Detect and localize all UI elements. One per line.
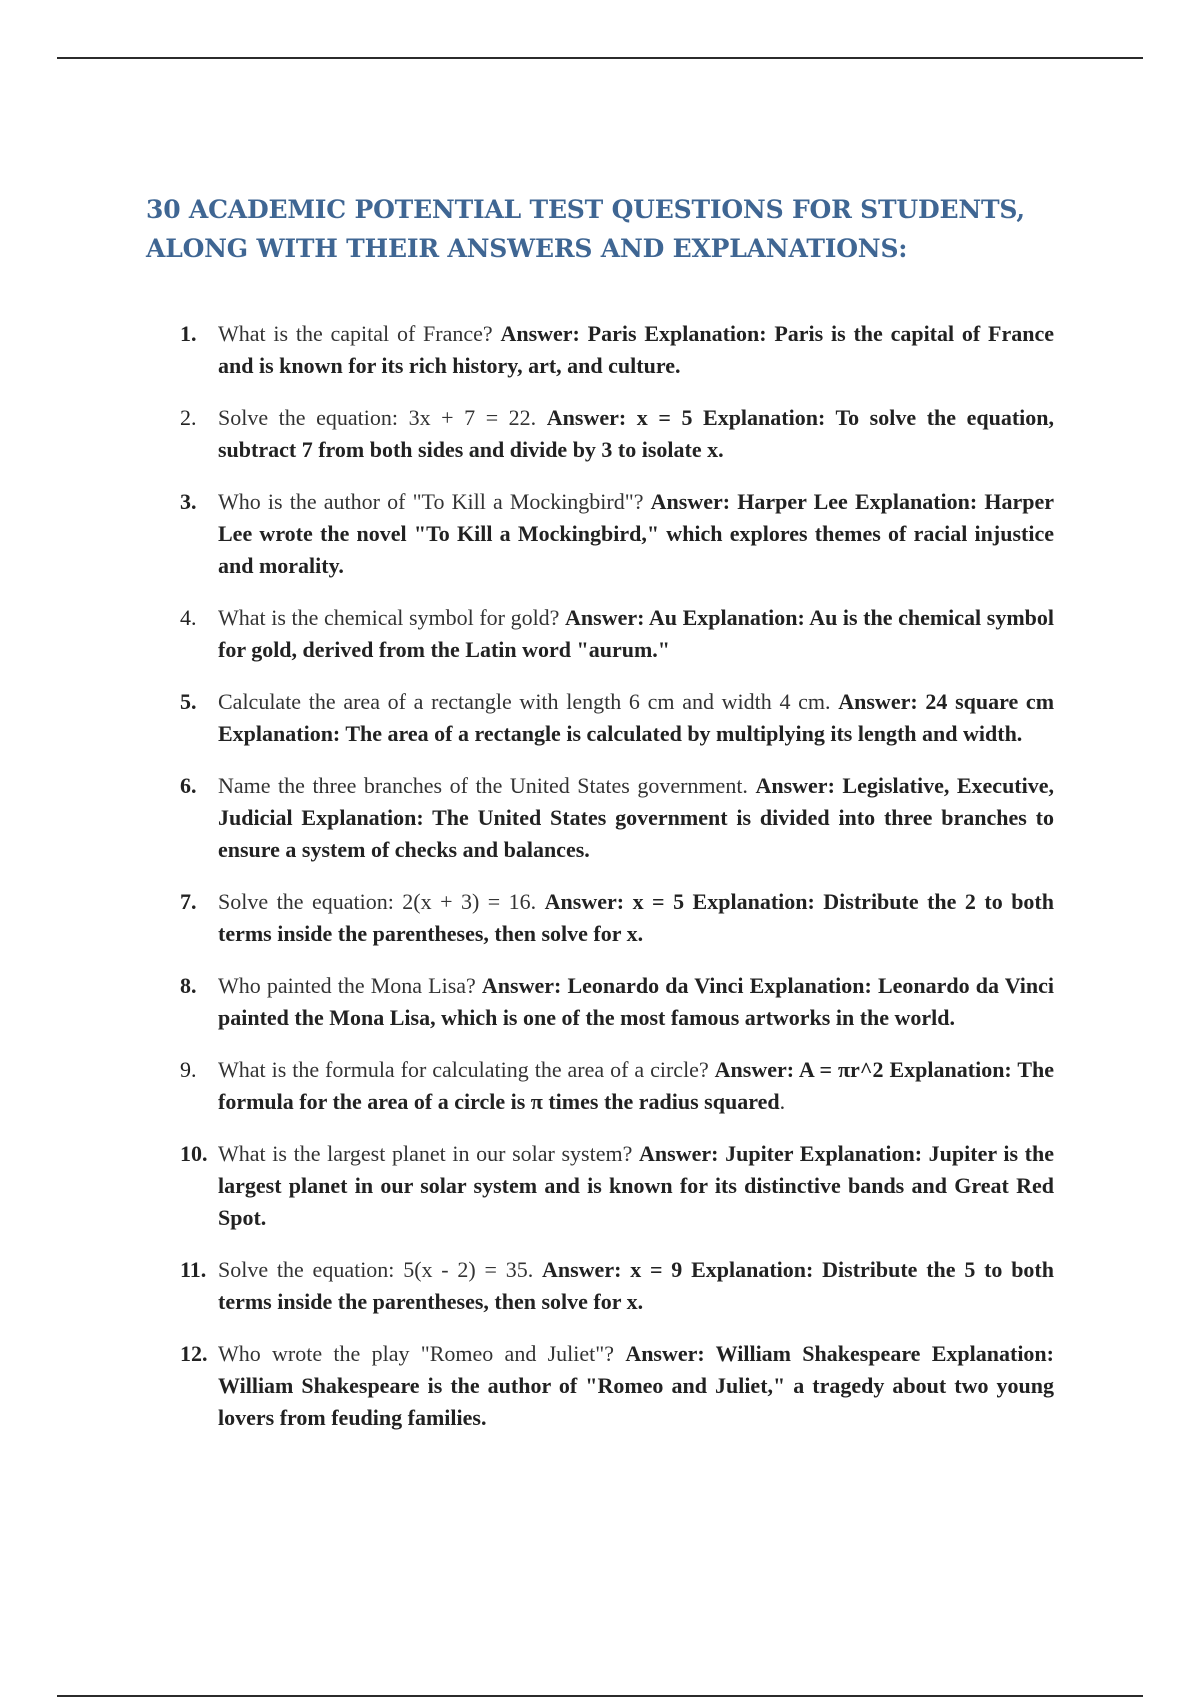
question-text: What is the capital of France? [218,321,493,346]
answer-explanation: Answer: x = 9 Explanation: Distribute the 5 to both terms inside the parentheses, then solve for x. [218,1257,1054,1314]
question-text: Solve the equation: 3x + 7 = 22. [218,405,537,430]
question-item [180,886,1054,950]
answer-explanation: Answer: Harper Lee Explanation: Harper Lee wrote the novel "To Kill a Mockingbird," which explores themes of racial injustice and morality. [218,489,1055,578]
question-item [180,686,1054,750]
question-number: 10. [180,1141,208,1166]
question-list [180,318,1054,1454]
question-text: Who wrote the play "Romeo and Juliet"? [218,1341,615,1366]
top-rule [57,57,1143,59]
question-item [180,1254,1054,1318]
answer-explanation: Answer: Jupiter Explanation: Jupiter is the largest planet in our solar system and is known for its distinctive bands and Great Red Spot. [218,1141,1054,1230]
question-number: 7. [180,889,197,914]
trailing-text: . [779,1089,786,1114]
page-title: 30 ACADEMIC POTENTIAL TEST QUESTIONS FOR STUDENTS, ALONG WITH THEIR ANSWERS AND EXPLANATIONS: [146,195,1025,263]
question-item [180,402,1054,466]
question-text: Solve the equation: 2(x + 3) = 16. [218,889,537,914]
question-number: 6. [180,773,197,798]
question-item [180,318,1054,382]
question-text: Solve the equation: 5(x - 2) = 35. [218,1257,534,1282]
answer-explanation: Answer: Legislative, Executive, Judicial Explanation: The United States government is divided into three branches to ensure a system of checks and balances. [218,773,1055,862]
question-item [180,602,1054,666]
question-number: 12. [180,1341,208,1366]
question-number: 2. [180,405,197,430]
answer-explanation: Answer: William Shakespeare Explanation: William Shakespeare is the author of "Romeo and Juliet," a tragedy about two young lovers from feuding families. [218,1341,1054,1430]
question-item [180,486,1054,582]
question-text: What is the chemical symbol for gold? [218,605,560,630]
answer-explanation: Answer: Paris Explanation: Paris is the capital of France and is known for its rich history, art, and culture. [218,321,1054,378]
question-item [180,770,1054,866]
answer-explanation: Answer: 24 square cm Explanation: The area of a rectangle is calculated by multiplying its length and width. [218,689,1055,746]
question-number: 9. [180,1057,197,1082]
question-item [180,1138,1054,1234]
answer-explanation: Answer: A = πr^2 Explanation: The formula for the area of a circle is π times the radius squared [218,1057,1054,1114]
question-text: Who is the author of "To Kill a Mockingbird"? [218,489,644,514]
question-text: Name the three branches of the United States government. [218,773,748,798]
answer-explanation: Answer: x = 5 Explanation: To solve the equation, subtract 7 from both sides and divide by 3 to isolate x. [218,405,1055,462]
question-number: 11. [180,1257,207,1282]
answer-explanation: Answer: Leonardo da Vinci Explanation: Leonardo da Vinci painted the Mona Lisa, which is one of the most famous artworks in the world. [218,973,1054,1030]
question-number: 5. [180,689,197,714]
question-number: 3. [180,489,197,514]
question-text: What is the formula for calculating the area of a circle? [218,1057,709,1082]
question-text: Who painted the Mona Lisa? [218,973,476,998]
question-text: What is the largest planet in our solar system? [218,1141,633,1166]
question-number: 8. [180,973,197,998]
question-item [180,1338,1054,1434]
question-number: 1. [180,321,197,346]
bottom-rule [57,1695,1143,1697]
question-item [180,1054,1054,1118]
answer-explanation: Answer: x = 5 Explanation: Distribute the 2 to both terms inside the parentheses, then solve for x. [218,889,1054,946]
answer-explanation: Answer: Au Explanation: Au is the chemical symbol for gold, derived from the Latin word "aurum." [218,605,1054,662]
question-item [180,970,1054,1034]
question-number: 4. [180,605,197,630]
question-text: Calculate the area of a rectangle with length 6 cm and width 4 cm. [218,689,831,714]
